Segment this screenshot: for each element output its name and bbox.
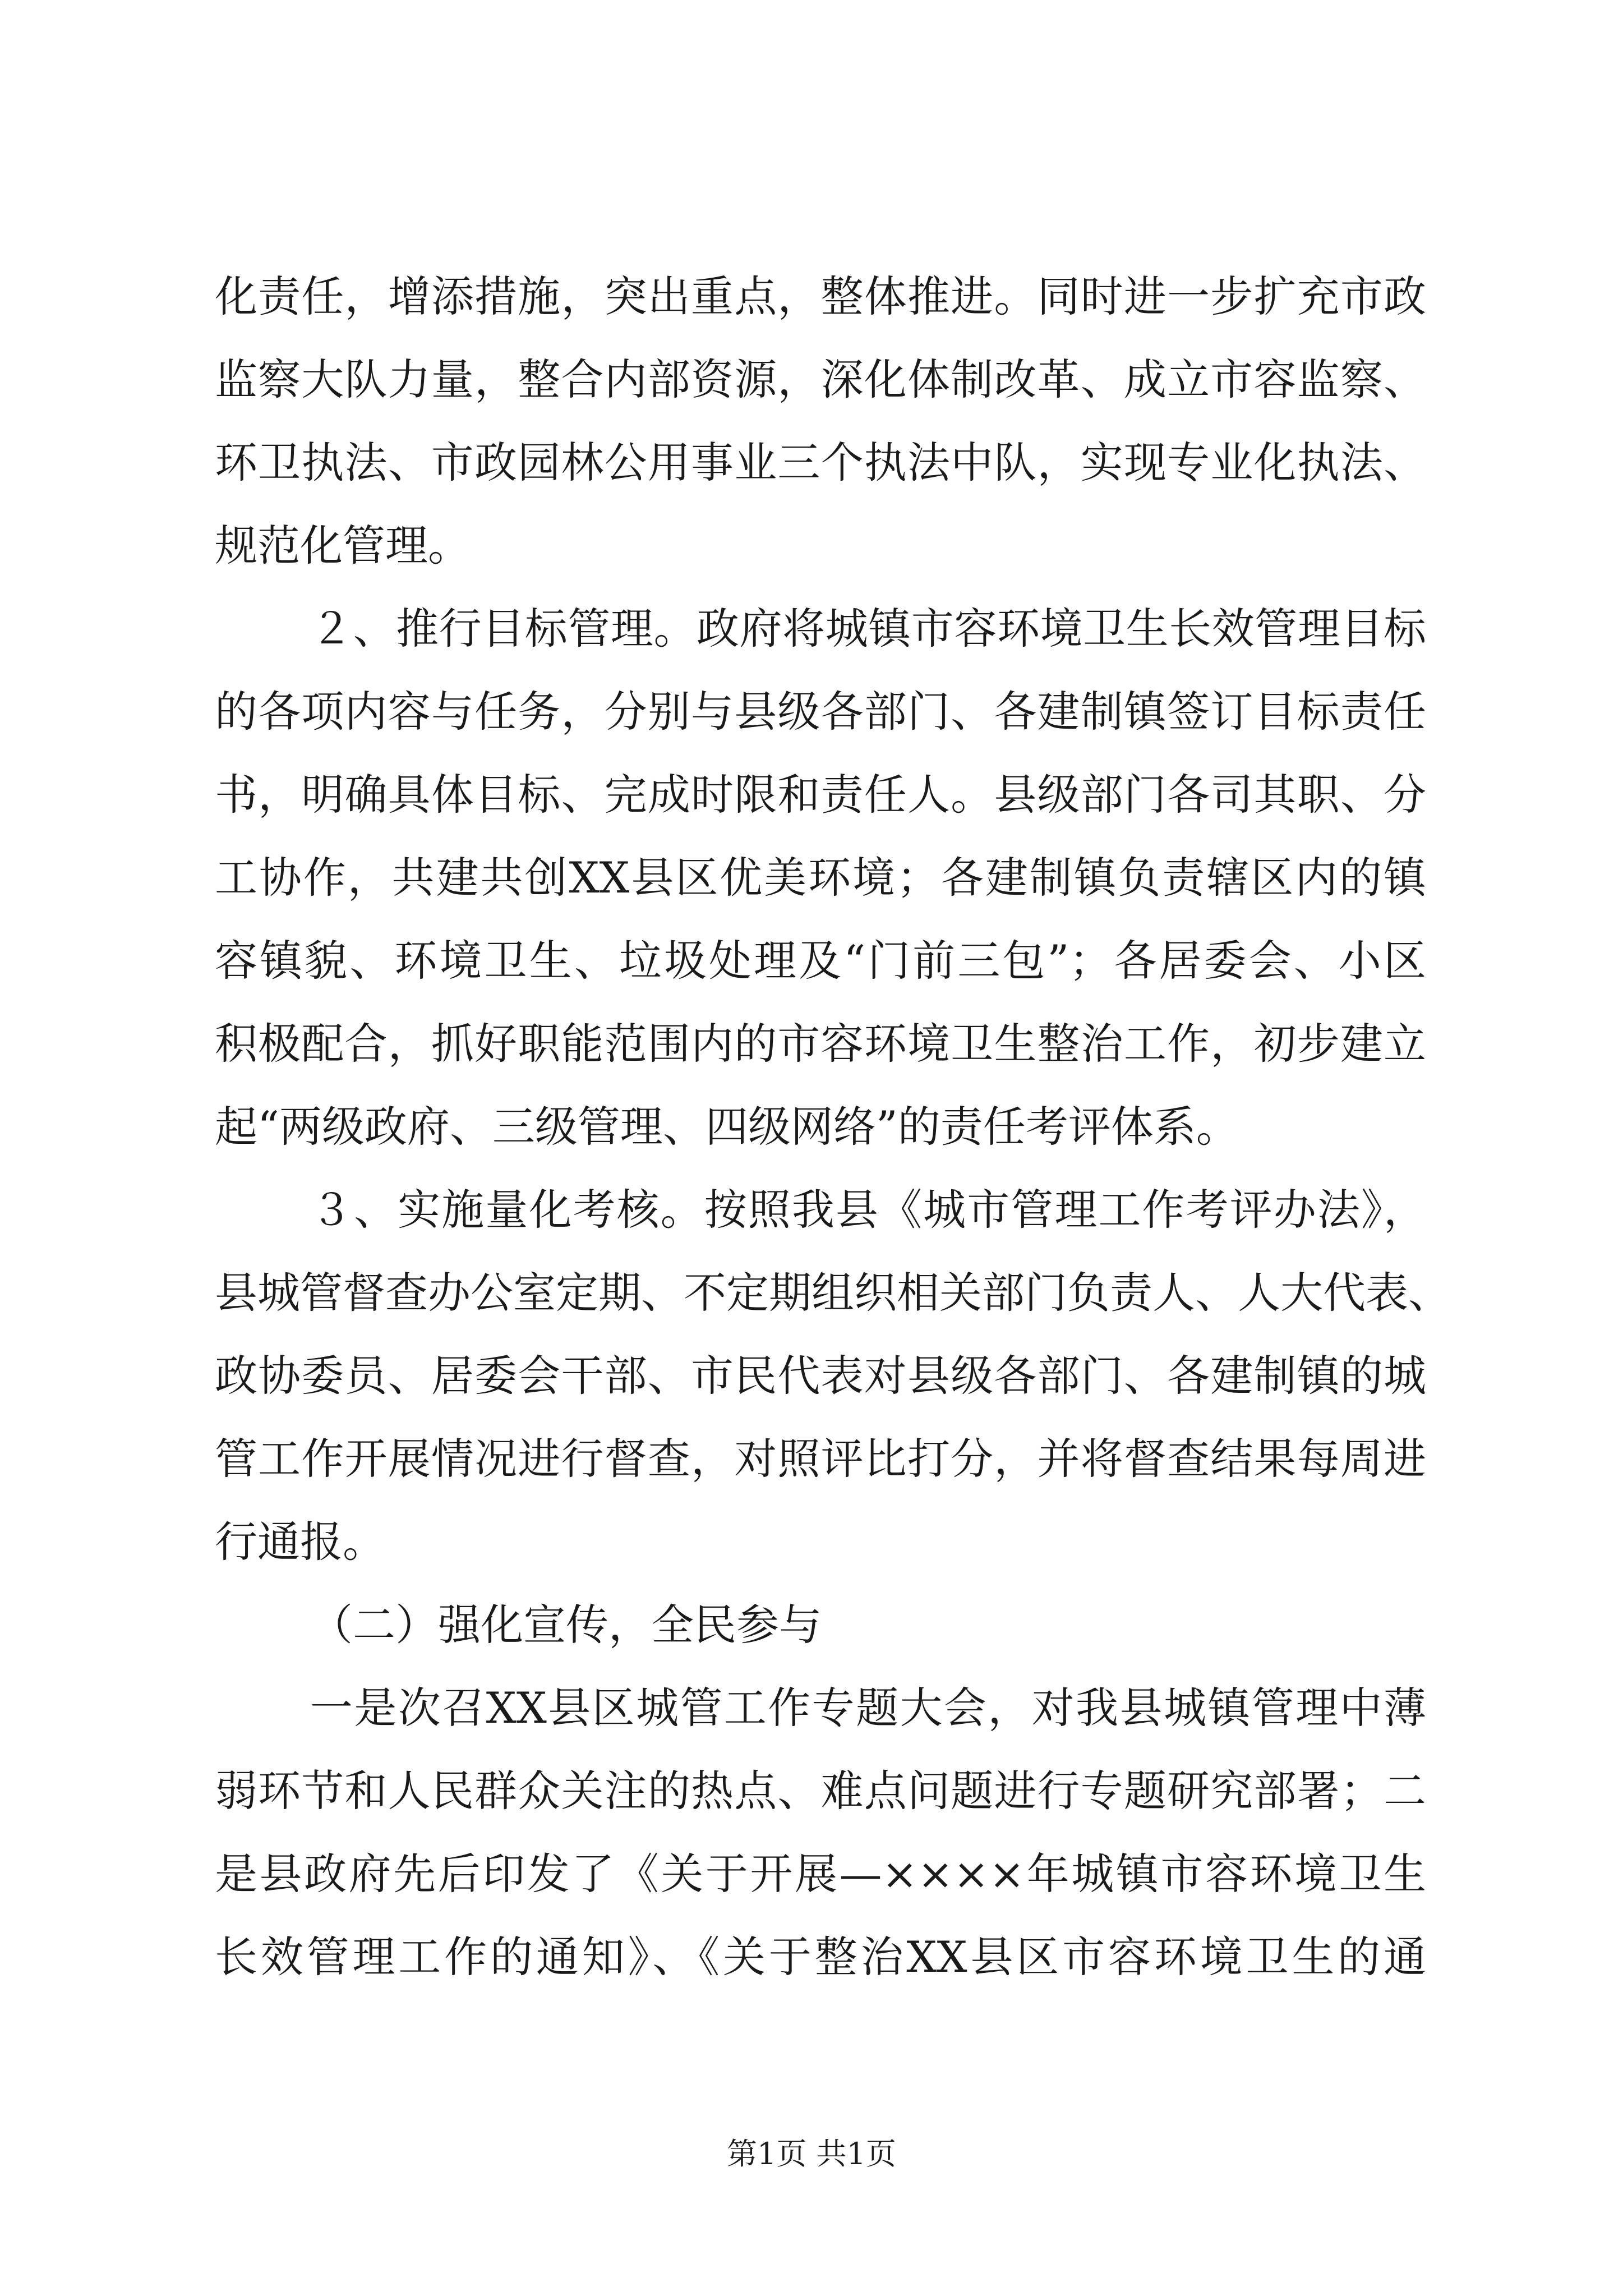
text-line: 的各项内容与任务，分别与县级各部门、各建制镇签订目标责任 xyxy=(215,687,1426,737)
text-line: 环卫执法、市政园林公用事业三个执法中队，实现专业化执法、 xyxy=(215,438,1426,487)
text-line: 政协委员、居委会干部、市民代表对县级各部门、各建制镇的城 xyxy=(215,1351,1426,1401)
text-line: 容镇貌、环境卫生、垃圾处理及“门前三包”；各居委会、小区 xyxy=(215,936,1426,986)
text-line: 是县政府先后印发了《关于开展—××××年城镇市容环境卫生 xyxy=(215,1849,1426,1899)
text-line: 县城管督查办公室定期、不定期组织相关部门负责人、人大代表、 xyxy=(215,1268,1451,1318)
paragraph-4-start: 一是次召XX县区城管工作专题大会，对我县城镇管理中薄 xyxy=(310,1683,1426,1733)
text-line: 长效管理工作的通知》、《关于整治XX县区市容环境卫生的通 xyxy=(215,1932,1426,1982)
text-line: 行通报。 xyxy=(215,1517,385,1567)
text-line: 管工作开展情况进行督查，对照评比打分，并将督查结果每周进 xyxy=(215,1434,1426,1484)
text-line: 监察大队力量，整合内部资源，深化体制改革、成立市容监察、 xyxy=(215,355,1426,404)
text-line: 工协作，共建共创XX县区优美环境；各建制镇负责辖区内的镇 xyxy=(215,853,1426,903)
text-line: 书，明确具体目标、完成时限和责任人。县级部门各司其职、分 xyxy=(215,770,1426,820)
text-line: 积极配合，抓好职能范围内的市容环境卫生整治工作，初步建立 xyxy=(215,1019,1426,1069)
paragraph-3-start: ３、实施量化考核。按照我县《城市管理工作考评办法》， xyxy=(310,1185,1426,1235)
text-line: 弱环节和人民群众关注的热点、难点问题进行专题研究部署；二 xyxy=(215,1766,1426,1816)
page-footer: 第1页 共1页 xyxy=(727,2136,896,2171)
document-body xyxy=(215,255,1451,1999)
text-line: 化责任，增添措施，突出重点，整体推进。同时进一步扩充市政 xyxy=(215,272,1426,321)
section-heading: （二）强化宣传，全民参与 xyxy=(310,1600,822,1650)
text-line: 规范化管理。 xyxy=(215,521,471,570)
paragraph-2-start: ２、推行目标管理。政府将城镇市容环境卫生长效管理目标 xyxy=(310,604,1426,654)
text-line: 起“两级政府、三级管理、四级网络”的责任考评体系。 xyxy=(215,1102,1239,1152)
